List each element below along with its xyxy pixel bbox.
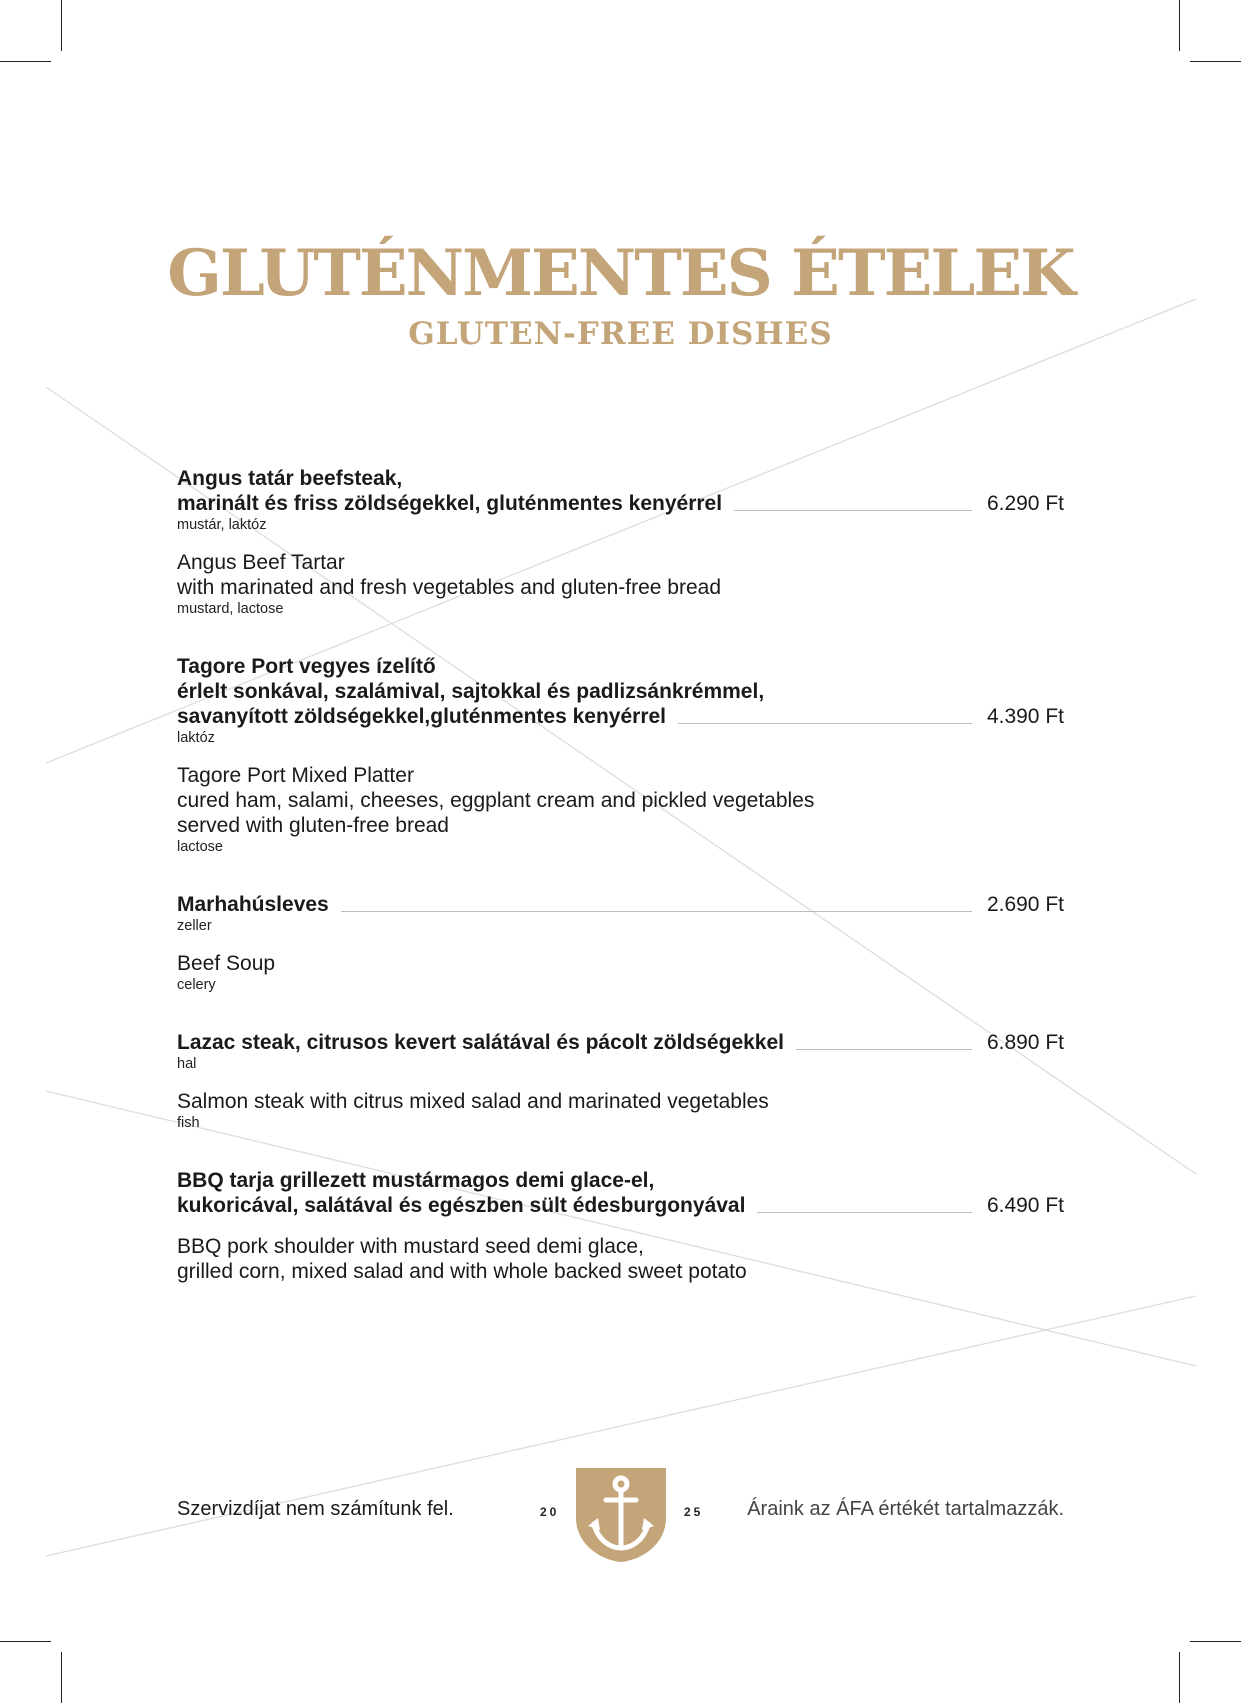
service-charge-note: Szervizdíjat nem számítunk fel.: [177, 1498, 454, 1520]
dish-name-en: [177, 550, 1064, 618]
dish-name-hu: [177, 1030, 1064, 1073]
dish-name-en: [177, 1089, 1064, 1132]
price-leader-line: [796, 1049, 972, 1050]
dish-description-line: Tagore Port Mixed Platter: [177, 764, 414, 787]
menu-list: [177, 466, 1064, 1320]
dish-name-text: marinált és friss zöldségekkel, gluténmentes kenyérrel: [177, 492, 723, 515]
allergens-en: fish: [177, 1115, 200, 1131]
year-left: 20: [540, 1505, 560, 1519]
dish-price: 6.290 Ft: [986, 492, 1064, 515]
dish-price: 2.690 Ft: [986, 893, 1064, 916]
dish-name-text: Lazac steak, citrusos kevert salátával és pácolt zöldségekkel: [177, 1031, 784, 1054]
menu-item: [177, 654, 1064, 856]
menu-item: [177, 1030, 1064, 1132]
dish-description-line: BBQ pork shoulder with mustard seed demi glace,: [177, 1235, 644, 1258]
dish-name-hu: [177, 1168, 1064, 1218]
dish-name-line: [177, 1193, 1064, 1218]
crop-mark: [1179, 1652, 1180, 1703]
allergens-en: lactose: [177, 839, 223, 855]
allergens-hu: mustár, laktóz: [177, 517, 267, 533]
crop-mark: [0, 1641, 51, 1642]
dish-name-en: [177, 951, 1064, 994]
dish-description-line: Angus Beef Tartar: [177, 551, 345, 574]
price-leader-line: [734, 510, 972, 511]
allergens-hu: hal: [177, 1056, 197, 1072]
allergens-hu: laktóz: [177, 730, 215, 746]
crop-mark: [0, 61, 51, 62]
dish-name-line: Angus tatár beefsteak,: [177, 467, 403, 490]
dish-name-line: Tagore Port vegyes ízelítő: [177, 655, 436, 678]
dish-description-line: grilled corn, mixed salad and with whole backed sweet potato: [177, 1260, 747, 1283]
year-right: 25: [684, 1505, 704, 1519]
menu-item: [177, 1168, 1064, 1284]
dish-name-line: BBQ tarja grillezett mustármagos demi glace-el,: [177, 1169, 655, 1192]
dish-price: 6.490 Ft: [986, 1194, 1064, 1217]
crop-mark: [61, 1652, 62, 1703]
crop-mark: [1190, 1641, 1241, 1642]
dish-price: 4.390 Ft: [986, 705, 1064, 728]
dish-name-line: érlelt sonkával, szalámival, sajtokkal és padlizsánkrémmel,: [177, 680, 765, 703]
dish-name-hu: [177, 466, 1064, 534]
allergens-hu: zeller: [177, 918, 212, 934]
vat-note: Áraink az ÁFA értékét tartalmazzák.: [747, 1498, 1064, 1520]
anchor-shield-icon: [576, 1468, 666, 1562]
dish-name-line: [177, 1030, 1064, 1055]
dish-name-hu: [177, 654, 1064, 747]
allergens-en: celery: [177, 977, 216, 993]
crop-mark: [61, 0, 62, 51]
dish-description-line: cured ham, salami, cheeses, eggplant cream and pickled vegetables: [177, 789, 815, 812]
dish-name-line: [177, 491, 1064, 516]
dish-description-line: Salmon steak with citrus mixed salad and marinated vegetables: [177, 1090, 769, 1113]
dish-name-line: [177, 704, 1064, 729]
page-subtitle: GLUTEN-FREE DISHES: [408, 316, 833, 352]
price-leader-line: [678, 723, 972, 724]
dish-name-hu: [177, 892, 1064, 935]
crop-mark: [1179, 0, 1180, 51]
page-title: GLUTÉNMENTES ÉTELEK: [167, 236, 1074, 311]
dish-name-text: kukoricával, salátával és egészben sült édesburgonyával: [177, 1194, 746, 1217]
dish-description-line: Beef Soup: [177, 952, 276, 975]
crop-mark: [1190, 61, 1241, 62]
menu-item: [177, 892, 1064, 994]
allergens-en: mustard, lactose: [177, 601, 284, 617]
price-leader-line: [341, 911, 972, 912]
dish-name-en: [177, 1234, 1064, 1284]
dish-description-line: with marinated and fresh vegetables and gluten-free bread: [177, 576, 722, 599]
dish-name-line: [177, 892, 1064, 917]
dish-name-text: Marhahúsleves: [177, 893, 329, 916]
dish-description-line: served with gluten-free bread: [177, 814, 449, 837]
dish-price: 6.890 Ft: [986, 1031, 1064, 1054]
price-leader-line: [757, 1212, 972, 1213]
dish-name-text: savanyított zöldségekkel,gluténmentes kenyérrel: [177, 705, 667, 728]
dish-name-en: [177, 763, 1064, 856]
menu-item: [177, 466, 1064, 618]
